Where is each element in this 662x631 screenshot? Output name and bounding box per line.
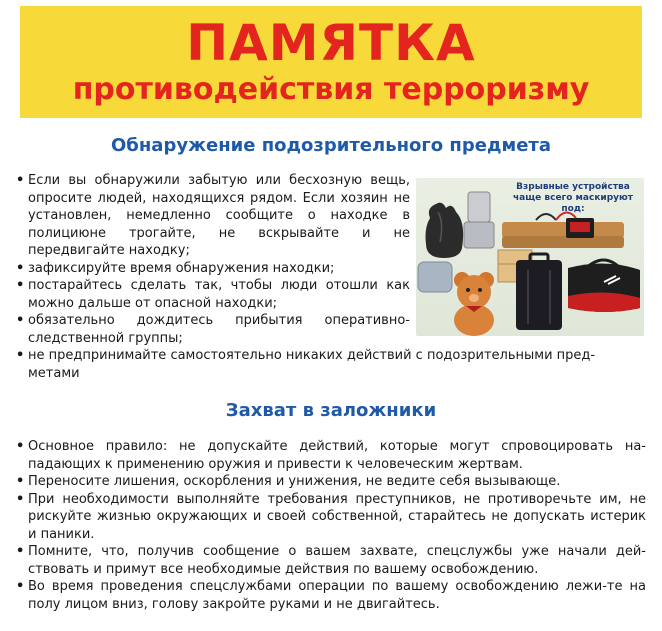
hostage-list <box>16 438 646 613</box>
list-item: • Основное правило: не допускайте действий, которые могут спровоцировать на-падающих к применению оружия и привести к человеческим жертвам. <box>16 438 646 473</box>
illustration-caption: Взрывные устройства чаще всего маскируют под: <box>512 182 634 214</box>
page-subtitle: противодействия терроризму <box>72 72 590 107</box>
list-item: • При необходимости выполняйте требования преступников, не противоречьте им, не рискуйте жизнью окружающих и своей собственной, старайтесь не допускать истерик и паники. <box>16 491 646 544</box>
list-item: • Во время проведения спецслужбами операции по вашему освобождению лежи-те на полу лицом вниз, голову закройте руками и не двигайтесь. <box>16 578 646 613</box>
section-heading-suspicious-object: Обнаружение подозрительного предмета <box>111 135 551 156</box>
list-item: • зафиксируйте время обнаружения находки; <box>16 260 410 278</box>
can-icon <box>418 262 452 292</box>
list-item: • Переносите лишения, оскорбления и унижения, не ведите себя вызывающе. <box>16 473 646 491</box>
page-title: ПАМЯТКА <box>186 14 476 72</box>
suitcase-icon <box>516 254 562 330</box>
teddy-bear-icon <box>454 272 494 336</box>
section-heading-hostage: Захват в заложники <box>225 400 437 421</box>
list-item: • Если вы обнаружили забытую или бесхозную вещь, опросите людей, находящихся рядом. Если хозяин не установлен, немедленно сообщите о находке в полициюне трогайте, не вскрывайте и не передвигайте находку; <box>16 172 410 260</box>
list-item: • не предпринимайте самостоятельно никаких действий с подозрительными пред-метами <box>16 347 644 382</box>
bomb-icon <box>502 212 624 248</box>
suspicious-object-list <box>16 172 410 347</box>
sports-bag-icon <box>568 260 640 312</box>
suspicious-object-list-last <box>16 347 644 382</box>
trash-bag-icon <box>426 203 464 258</box>
list-item: • постарайтесь сделать так, чтобы люди отошли как можно дальше от опасной находки; <box>16 277 410 312</box>
thermos-icon <box>464 192 494 248</box>
disguised-explosives-illustration <box>416 178 644 336</box>
title-banner <box>20 6 642 118</box>
list-item: • Помните, что, получив сообщение о вашем захвате, спецслужбы уже начали дей-ствовать и примут все необходимые действия по вашему освобождению. <box>16 543 646 578</box>
list-item: • обязательно дождитесь прибытия оперативно-следственной группы; <box>16 312 410 347</box>
